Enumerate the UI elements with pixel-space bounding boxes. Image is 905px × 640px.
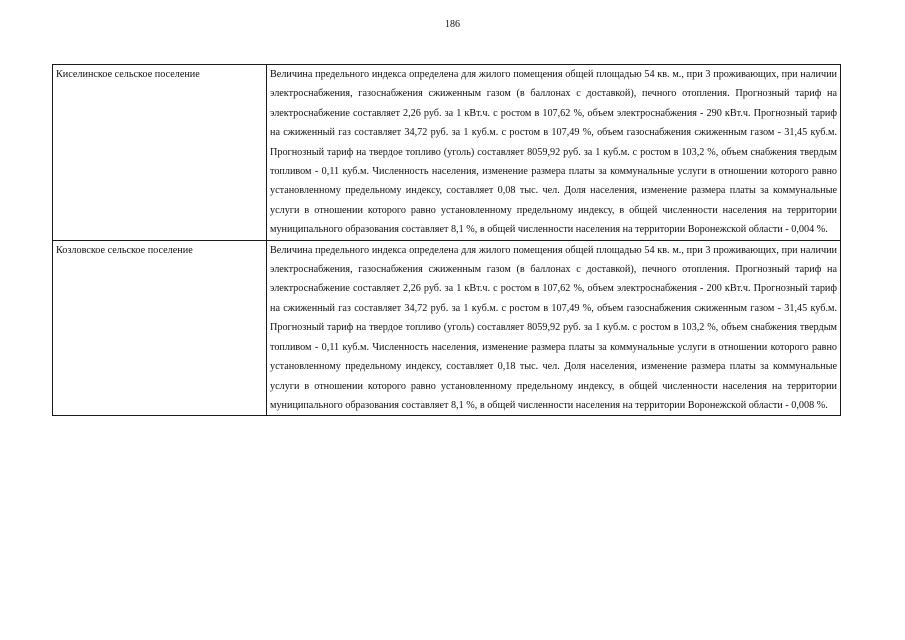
settlement-name-cell: Киселинское сельское поселение: [53, 65, 267, 241]
settlement-description-cell: Величина предельного индекса определена для жилого помещения общей площадью 54 кв. м., при 3 проживающих, при наличии электроснабжения, газоснабжения сжиженным газом (в баллонах с доставкой), печного отопления. Прогнозный тариф на электроснабжение составляет 2,26 руб. за 1 кВт.ч. с ростом в 107,62 %, объем электроснабжения - 200 кВт.ч. Прогнозный тариф на сжиженный газ составляет 34,72 руб. за 1 куб.м. с ростом в 107,49 %, объем газоснабжения сжиженным газом - 31,45 куб.м. Прогнозный тариф на твердое топливо (уголь) составляет 8059,92 руб. за 1 куб.м. с ростом в 103,2 %, объем снабжения твердым топливом - 0,11 куб.м. Численность населения, изменение размера платы за коммунальные услуги в отношении которого равно установленному предельному индексу, составляет 0,18 тыс. чел. Доля населения, изменение размера платы за коммунальные услуги в отношении которого равно установленному предельному индексу, в общей численности населения на территории муниципального образования составляет 8,1 %, в общей численности населения на территории Воронежской области - 0,008 %.: [267, 240, 841, 416]
page-number: 186: [445, 19, 460, 30]
settlements-table: [52, 64, 841, 416]
table-row: [53, 240, 841, 416]
settlement-description-cell: Величина предельного индекса определена для жилого помещения общей площадью 54 кв. м., при 3 проживающих, при наличии электроснабжения, газоснабжения сжиженным газом (в баллонах с доставкой), печного отопления. Прогнозный тариф на электроснабжение составляет 2,26 руб. за 1 кВт.ч. с ростом в 107,62 %, объем электроснабжения - 290 кВт.ч. Прогнозный тариф на сжиженный газ составляет 34,72 руб. за 1 куб.м. с ростом в 107,49 %, объем газоснабжения сжиженным газом - 31,45 куб.м. Прогнозный тариф на твердое топливо (уголь) составляет 8059,92 руб. за 1 куб.м. с ростом в 103,2 %, объем снабжения твердым топливом - 0,11 куб.м. Численность населения, изменение размера платы за коммунальные услуги в отношении которого равно установленному предельному индексу, составляет 0,08 тыс. чел. Доля населения, изменение размера платы за коммунальные услуги в отношении которого равно установленному предельному индексу, в общей численности населения на территории муниципального образования составляет 8,1 %, в общей численности населения на территории Воронежской области - 0,004 %.: [267, 65, 841, 241]
settlement-name-cell: Козловское сельское поселение: [53, 240, 267, 416]
table-row: [53, 65, 841, 241]
